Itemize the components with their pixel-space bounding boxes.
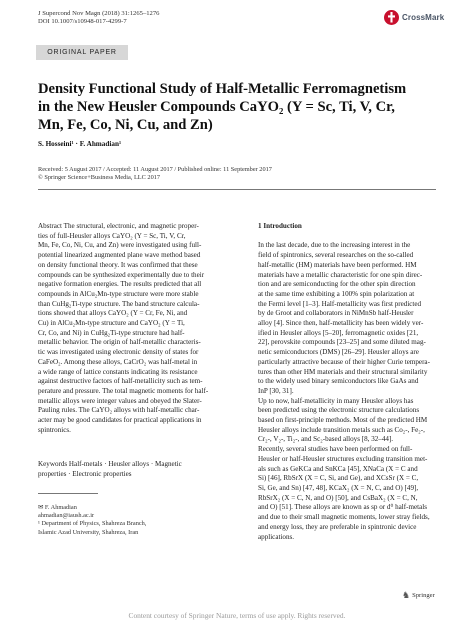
intro-line: based on first-principle methods. Most of the predicted HM	[258, 416, 428, 425]
abstract-line: CaFeO₂. Among these alloys, CaCrO₂ was half-metal in	[38, 357, 198, 366]
intro-line: particularly attractive because of their higher Curie tempera-	[258, 357, 430, 366]
intro-line: ified in Heusler alloys [5–20], ferromagnetic oxides [21,	[258, 328, 419, 337]
intro-line: and due to their small magnetic moments, lower stray fields,	[258, 513, 430, 522]
abstract-line: tic was investigated using electronic density of states for	[38, 348, 199, 357]
intro-line: In the last decade, due to the increasing interest in the	[258, 241, 411, 250]
author-contact	[38, 504, 146, 537]
copyright-line: © Springer Science+Business Media, LLC 2017	[38, 174, 161, 182]
title-line: Density Functional Study of Half-Metallic Ferromagnetism	[38, 81, 407, 97]
intro-line: the Fermi level [1–3]. Half-metallicity was first predicted	[258, 299, 422, 308]
abstract-line: compounds can be synthesized experimentally due to their	[38, 270, 205, 279]
intro-line: tion and are semiconducting for the other spin direction	[258, 280, 416, 289]
intro-line: InP [30, 31].	[258, 386, 294, 395]
abstract-line: on density functional theory. It was confirmed that these	[38, 260, 198, 269]
article-type-badge: ORIGINAL PAPER	[36, 45, 128, 60]
keywords	[38, 460, 182, 479]
publication-dates	[38, 166, 272, 182]
abstract-line: Mn, Fe, Co, Ni, Cu, and Zn) were investigated using full-	[38, 241, 202, 250]
intro-line: Si, Ge, and Sn) [47, 48], KCaX₂ (X = N, C, and O) [49],	[258, 483, 419, 492]
abstract-line: negative formation energies. The results predicted that all	[38, 280, 202, 289]
abstract-line: Cu) in AlCu₂Mn-type structure and CaYO₂ (Y = Ti,	[38, 319, 185, 328]
abstract-line: spintronics.	[38, 425, 71, 434]
abstract-line: compounds in AlCu₂Mn-type structure were more stable	[38, 289, 199, 298]
intro-line: Heusler alloys include transition metals such as Co₂-, Fe₂-,	[258, 425, 425, 434]
abstract-line: against destructive factors of half-metallicity such as tem-	[38, 377, 203, 386]
abstract-line: ties of full-Heusler alloys CaYO₂ (Y = Sc, Ti, V, Cr,	[38, 231, 186, 240]
abstract-line: metallic behavior. The origin of half-metallic characteris-	[38, 338, 201, 347]
title-line: in the New Heusler Compounds CaYO₂ (Y = Sc, Ti, V, Cr,	[38, 99, 395, 115]
intro-line: and O) [51]. These alloys are known as sp or d⁰ half-metals	[258, 503, 427, 512]
crossmark-button[interactable]	[384, 8, 448, 26]
author-list: S. Hosseini¹ · F. Ahmadian¹	[38, 140, 122, 148]
keywords-line: Keywords Half-metals · Heusler alloys · Magnetic	[38, 460, 182, 468]
contact-name: ✉ F. Ahmadian	[38, 504, 77, 511]
contact-email[interactable]: ahmadian@iaush.ac.ir	[38, 512, 95, 520]
intro-line: applications.	[258, 532, 295, 541]
title-line: Mn, Fe, Co, Ni, Cu, and Zn)	[38, 117, 213, 133]
abstract-line: acter may be good candidates for practical applications in	[38, 416, 202, 425]
abstract-line: potential linearized augmented plane wave method based	[38, 251, 201, 260]
abstract-line: a wide range of lattice constants indicating its resistance	[38, 367, 198, 376]
intro-line: at the same time exhibiting a 100% spin polarization at	[258, 289, 415, 298]
abstract-line: Cr, Co, and Ni) in CuHg₂Ti-type structure had half-	[38, 328, 185, 337]
intro-line: Up to now, half-metallicity in many Heusler alloys has	[258, 396, 414, 405]
introduction	[258, 222, 456, 542]
intro-line: Cr₂-, V₂-, Ti₂-, and Sc₂-based alloys [8, 32–44].	[258, 435, 394, 444]
header-divider	[38, 189, 436, 190]
intro-line: netic semiconductors (DMS) [26–29]. Heusler alloys are	[258, 348, 419, 357]
crossmark-label: CrossMark	[402, 12, 445, 22]
intro-line: Recently, several studies have been performed on full-	[258, 445, 413, 454]
intro-line: been predicted using the electronic structure calculations	[258, 406, 420, 415]
intro-line: als such as GeKCa and SnKCa [45], XNaCa (X = C and	[258, 464, 418, 473]
publisher-name: Springer	[412, 592, 435, 599]
section-heading: 1 Introduction	[258, 222, 302, 230]
intro-line: to the widely used binary semiconductors like GaAs and	[258, 377, 419, 386]
intro-line: by de Groot and collaborators in NiMnSb half-Heusler	[258, 309, 414, 318]
crossmark-icon	[384, 10, 399, 25]
intro-line: and energy loss, they are preferable in spintronic device	[258, 522, 417, 531]
keywords-line: properties · Electronic properties	[38, 469, 132, 478]
dates-line: Received: 5 August 2017 / Accepted: 11 August 2017 / Published online: 11 September 2017	[38, 166, 272, 173]
intro-line: Si) [46], RbSrX (X = C, Si, and Ge), and XCsSr (X = C,	[258, 474, 419, 483]
affiliation-line: ¹ Department of Physics, Shahreza Branch,	[38, 520, 147, 528]
intro-line: alloy [4]. Since then, half-metallicity has been widely ver-	[258, 319, 424, 328]
footer-notice: Content courtesy of Springer Nature, terms of use apply. Rights reserved.	[128, 611, 346, 620]
abstract	[38, 222, 240, 435]
journal-citation: J Supercond Nov Magn (2018) 31:1265–1276	[38, 10, 160, 17]
intro-line: materials have a metallic characteristic for one spin direc-	[258, 270, 423, 279]
heading-spacer	[258, 232, 456, 242]
intro-line: Heusler or half-Heusler structures excluding transition met-	[258, 454, 428, 463]
springer-horse-icon: ♞	[402, 590, 411, 600]
abstract-line: metallic alloys were integer values and obeyed the Slater-	[38, 396, 202, 405]
article-title	[38, 80, 446, 134]
abstract-line: tions showed that alloys CaYO₂ (Y = Cr, Fe, Ni, and	[38, 309, 188, 318]
abstract-line: Pauling rules. The CaYO₂ alloys with half-metallic char-	[38, 406, 200, 415]
abstract-line: perature and pressure. The total magnetic moments for half-	[38, 386, 209, 395]
affiliation-line: Islamic Azad University, Shahreza, Iran	[38, 528, 139, 536]
doi-link[interactable]: DOI 10.1007/s10948-017-4299-7	[38, 18, 127, 25]
intro-line: RbSrX₂ (X = C, N, and O) [50], and CsBaX₂ (X = C, N,	[258, 493, 418, 502]
intro-line: tures than other HM materials and their structural similarity	[258, 367, 428, 376]
publisher-logo	[402, 590, 435, 601]
abstract-line: Abstract The structural, electronic, and magnetic proper-	[38, 222, 199, 230]
intro-line: field of spintronics, several researches on the so-called	[258, 251, 414, 260]
abstract-line: than CuHg₂Ti-type structure. The band structure calcula-	[38, 299, 200, 308]
intro-line: half-metallic (HM) materials have been performed. HM	[258, 260, 417, 269]
footnote-divider	[38, 493, 98, 494]
intro-line: 22], perovskite compounds [23–25] and some diluted mag-	[258, 338, 426, 347]
